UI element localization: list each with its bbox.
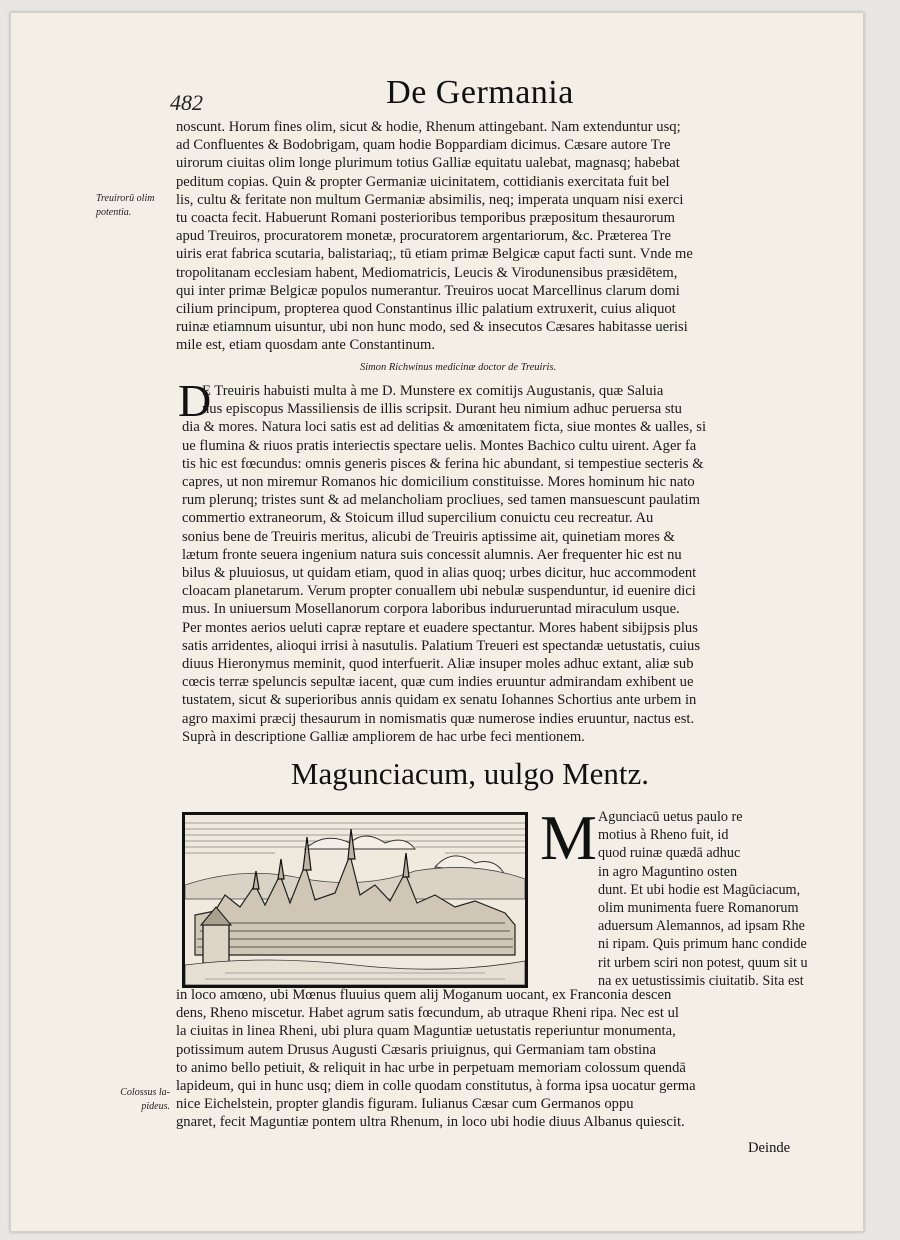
drop-cap-m: M <box>540 802 597 873</box>
text-block-mainz-intro <box>598 808 812 990</box>
text-line: tis hic est fœcundus: omnis generis pisces & ferina hic abundant, si tempestiue secteris & <box>182 455 704 472</box>
woodcut-illustration <box>185 815 525 985</box>
margin-note-treuiri: Treuirorū olim potentia. <box>96 193 155 218</box>
text-line: mile est, etiam quosdam ante Constantinum. <box>176 337 435 354</box>
text-line: quod ruinæ quædā adhuc <box>598 845 741 862</box>
text-line: Suprà in descriptione Galliæ ampliorem de hac urbe feci mentionem. <box>182 728 585 745</box>
catchword: Deinde <box>748 1140 791 1156</box>
woodcut-city-view <box>182 812 528 988</box>
text-line: Agunciacū uetus paulo re <box>598 809 743 825</box>
text-line: gnaret, fecit Maguntiæ pontem ultra Rhenum, in loco ubi hodie diuus Albanus quiescit. <box>176 1114 685 1131</box>
letter-caption: Simon Richwinus medicinæ doctor de Treuiris. <box>360 362 557 373</box>
text-line: lapideum, qui in hunc usq; diem in colle quodam constitutus, à forma ipsa uocatur germa <box>176 1078 696 1095</box>
text-line: ad Confluentes & Bodobrigam, quam hodie Boppardiam dicimus. Cæsare autore Tre <box>176 137 671 154</box>
text-line: rum plerunq; tristes sunt & ad melancholiam procliues, sed tamen mansuescunt paulatim <box>182 492 700 509</box>
text-line: la ciuitas in linea Rheni, ubi plura quam Maguntiæ uetustatis reperiuntur monumenta, <box>176 1023 676 1040</box>
text-line: rit urbem sciri non potest, quum sit u <box>598 954 808 971</box>
drop-cap-d: D <box>178 375 212 426</box>
text-line: olim munimenta fuere Romanorum <box>598 900 799 917</box>
text-line: dens, Rheno miscetur. Habet agrum satis fœcundum, ab utraque Rheni ripa. Nec est ul <box>176 1005 679 1022</box>
text-line: lætum fronte seuera ingenium natura suis concessit alumnis. Aer frequenter hic est nu <box>182 546 682 563</box>
text-line: na ex uetustissimis ciuitatib. Sita est <box>598 972 804 989</box>
text-line: commertio extraneorum, & Stoicum illud supercilium conuictu ceu recreatur. Au <box>182 510 654 527</box>
text-line: ni ripam. Quis primum hanc condide <box>598 936 807 953</box>
text-block-letter <box>182 382 810 746</box>
section-heading: Magunciacum, uulgo Mentz. <box>290 756 650 791</box>
text-block-treuiri <box>176 118 808 355</box>
text-line: dunt. Et ubi hodie est Magūciacum, <box>598 881 801 898</box>
text-line: E Treuiris habuisti multa à me D. Munstere ex comitijs Augustanis, quæ Saluia <box>202 383 664 399</box>
text-line: tustatem, sicut & superioribus annis quidam ex senatu Iohannes Schortius ante urbem in <box>182 692 697 709</box>
text-line: to animo bello petiuit, & reliquit in hac urbe in perpetuam memoriam colossum quendā <box>176 1059 686 1076</box>
text-line: noscunt. Horum fines olim, sicut & hodie, Rhenum attingebant. Nam extenduntur usq; <box>176 119 681 135</box>
text-line: Per montes aerios ueluti capræ reptare et euadere spectantur. Mores habent sibijpsis plus <box>182 619 698 636</box>
text-line: uiris erat fabrica scutaria, balistariaq;, tū etiam primæ Belgicæ caput facti sunt. Vnde me <box>176 246 693 263</box>
text-line: peditum copias. Quin & propter Germaniæ uicinitatem, cottidianis exercitata fuit bel <box>176 173 670 190</box>
text-line: capres, ut non miremur Romanos hic domicilium constituisse. Mores hominum hic nato <box>182 474 695 491</box>
page-number: 482 <box>170 90 203 115</box>
text-line: nice Eichelstein, propter glandis figuram. Iulianus Cæsar cum Germanos oppu <box>176 1096 634 1113</box>
text-line: dia & mores. Natura loci satis est ad delitias & amœnitatem ficta, siue montes & ualles, si <box>182 419 707 436</box>
running-head: De Germania <box>386 74 574 111</box>
text-line: lis, cultu & feritate non multum Germaniæ absimilis, neq; imperata unquam nisi exerci <box>176 191 684 208</box>
text-line: uirorum ciuitas olim longe plurimum totius Galliæ equitatu ualebat, magnasq; habebat <box>176 155 680 172</box>
text-line: bilus & pluuiosus, ut quidam etiam, quod in alias quoq; urbes dicitur, huc accommodent <box>182 565 697 582</box>
text-line: aduersum Alemannos, ad ipsam Rhe <box>598 918 805 935</box>
text-line: in agro Maguntino osten <box>598 863 738 880</box>
text-line: ruinæ etiamnum uisuntur, ubi non hunc modo, sed & insecutos Cæsares habitasse uerisi <box>176 319 688 336</box>
text-block-mainz <box>176 986 812 1132</box>
text-line: potissimum autem Drusus Augusti Cæsaris priuignus, qui Germaniam tam obstina <box>176 1041 656 1058</box>
text-line: qui inter primæ Belgicæ populos numerantur. Treuiros uocat Marcellinus clarum domi <box>176 282 680 299</box>
text-line: cœcis terræ speluncis sepultæ iacent, quæ cum indies eruuntur admirandam exhibent ue <box>182 674 694 691</box>
text-line: cilium principum, propterea quod Constantinus illic palatium extruxerit, cuius aliquot <box>176 301 676 318</box>
text-line: motius à Rheno fuit, id <box>598 827 729 844</box>
text-line: tropolitanam ecclesiam habent, Mediomatricis, Leucis & Virodunensibus præsidētem, <box>176 264 678 281</box>
margin-note-colossus: Colossus lapideus. <box>120 1087 170 1112</box>
text-line: cloacam planetarum. Verum propter conuallem ubi nebulæ suspenduntur, id euenire dici <box>182 583 696 600</box>
text-line: agro maximi præcij thesaurum in nomismatis quæ numerose indies eruuntur, nactus est. <box>182 710 695 727</box>
text-line: in loco amœno, ubi Mœnus fluuius quem alij Moganum uocant, ex Franconia descen <box>176 987 672 1003</box>
text-line: sonius bene de Treuiris meritus, alicubi de Treuiris aptissime ait, quinetiam mores & <box>182 528 675 545</box>
text-line: mus. In uniuersum Mosellanorum corpora laboribus indurueruntad miraculum usque. <box>182 601 680 618</box>
text-line: tu coacta fecit. Habuerunt Romani posterioribus temporibus præpositum thesaurorum <box>176 210 675 227</box>
text-line: satis arridentes, alioqui irrisi à nasutulis. Palatium Treueri est spectandæ uetustatis, cuius <box>182 637 700 654</box>
text-line: apud Treuiros, procuratorem monetæ, procuratorem argentariorum, &c. Præterea Tre <box>176 228 671 245</box>
text-line: ue flumina & riuos pratis interiectis spectare uelis. Montes Bachico cultu uirent. Ager fa <box>182 437 697 454</box>
text-line: diuus Hieronymus meminit, quod interfuerit. Aliæ insuper moles adhuc extant, aliæ sub <box>182 656 694 673</box>
text-line: nus episcopus Massiliensis de illis scripsit. Durant heu nimium adhuc peruersa stu <box>202 401 682 418</box>
